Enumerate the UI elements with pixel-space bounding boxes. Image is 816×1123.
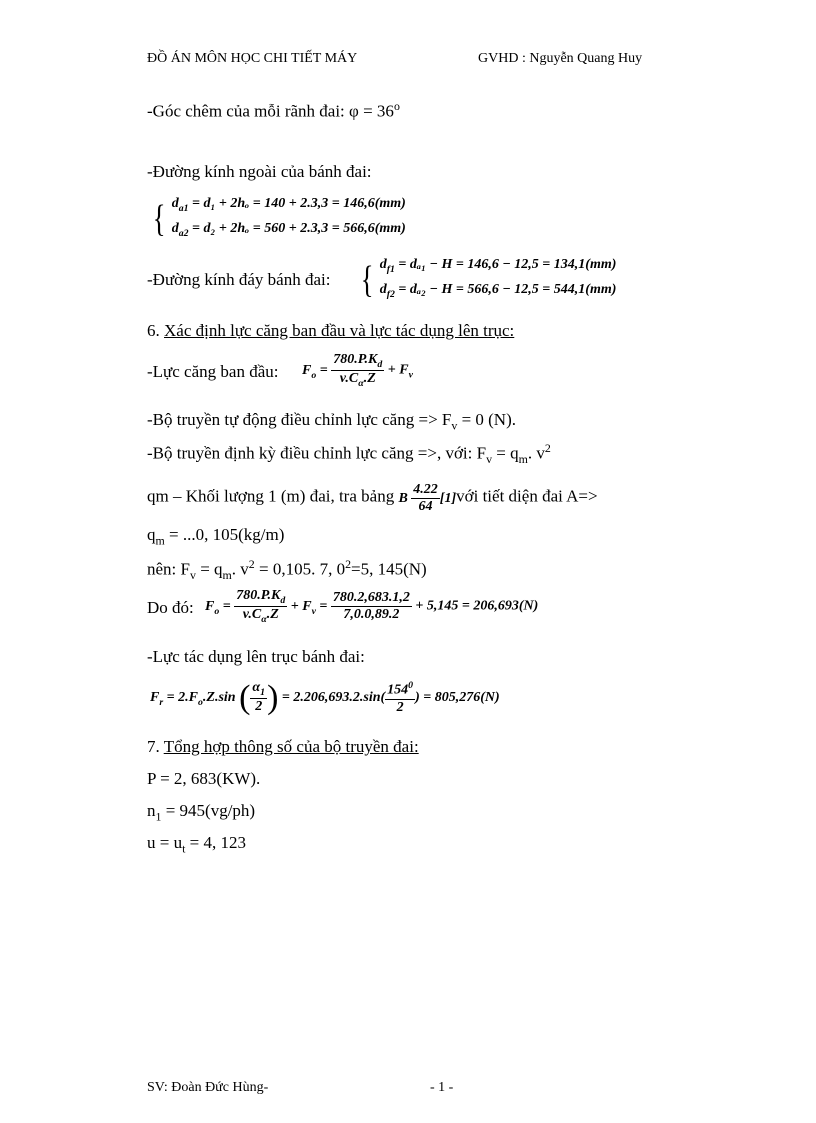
eq-da1: = d₁ + 2hₒ = 140 + 2.3,3 = 146,6(mm) bbox=[192, 196, 406, 211]
line-speed: $n_1 = 945(vg/ph)$ bbox=[147, 801, 256, 824]
line-duong-kinh-ngoai: -Đường kính ngoài của bánh đai: bbox=[147, 162, 372, 181]
equation-df-system: { $d_{f1} = d_{a1} - H = 146,6 - 12,5 = 134,1(mm)$ $d_{f2} = d_{a2} - H = 566,6 - 12,5 = 544,1(mm)$ bbox=[360, 257, 617, 301]
eq-df1: = dₐ₁ − H = 146,6 − 12,5 = 134,1(mm) bbox=[398, 257, 617, 272]
eq-df2: = dₐ₂ − H = 566,6 − 12,5 = 544,1(mm) bbox=[398, 281, 617, 297]
header-instructor: GVHD : Nguyễn Quang Huy bbox=[478, 51, 643, 66]
table-reference: B $\frac{4.22}{64}$ [1] bbox=[398, 482, 457, 514]
line-bo-truyen-tu-dong: -Bộ truyền tự động điều chỉnh lực căng => $F_v = 0$ (N). bbox=[147, 410, 516, 433]
equation-f0: $F_o$ = $\frac{780.P.K_d}{v.C_\alpha.Z}$ + $F_v$ bbox=[302, 352, 413, 389]
line-do-do: Do đó: bbox=[147, 598, 194, 617]
section-6-heading: 6. Xác định lực căng ban đầu và lực tác dụng lên trục: bbox=[147, 321, 515, 340]
header-course-title: ĐỒ ÁN MÔN HỌC CHI TIẾT MÁY bbox=[147, 51, 358, 66]
footer-page-number: - 1 - bbox=[430, 1080, 454, 1095]
line-bo-truyen-dinh-ky: -Bộ truyền định kỳ điều chỉnh lực căng =>, với: $F_v = q_m$. $v^2$ bbox=[147, 441, 551, 467]
line-ratio: $u = u_t = 4$, 123 bbox=[147, 833, 246, 856]
equation-f0-value: $F_o$ = $\frac{780.P.K_d}{v.C_\alpha.Z}$ + $F_v$ = $\frac{780.2,683.1,2}{7,0.0,89.2}$ + 5,145 = 206,693(N) bbox=[205, 588, 539, 625]
section-7-heading: 7. Tổng hợp thông số của bộ truyền đai: bbox=[147, 737, 419, 756]
line-qm-definition: qm – Khối lượng 1 (m) đai, tra bảng B $\frac{4.22}{64}$ [1]với tiết diện đai A=> bbox=[147, 482, 598, 514]
line-fv-calc: nên: $F_v = q_m$. $v^2 = 0,105$. 7, $0^2=5$, 145(N) bbox=[147, 557, 427, 583]
eq-da2: = d₂ + 2hₒ = 560 + 2.3,3 = 566,6(mm) bbox=[192, 220, 406, 236]
line-luc-tac-dung: -Lực tác dụng lên trục bánh đai: bbox=[147, 647, 365, 666]
equation-fr: $F_r = 2.F_o.Z.\sin$ ( $\frac{\alpha_1}{2}$ ) = 2.206,693.2.sin( $\frac{154^0}{2}$ ) = 805,276(N) bbox=[150, 678, 500, 716]
line-power: P = 2, 683(KW). bbox=[147, 769, 261, 788]
equation-da-system: { $d_{a1} = d_1 + 2h_o = 140 + 2.3,3 = 146,6(mm)$ $d_{a2} = d_2 + 2h_o = 560 + 2.3,3 = 566,6(mm)$ bbox=[152, 196, 406, 240]
line-duong-kinh-day: -Đường kính đáy bánh đai: bbox=[147, 270, 331, 289]
line-qm-value: $q_m = ...0$, 105(kg/m) bbox=[147, 525, 285, 548]
line-luc-cang: -Lực căng ban đầu: bbox=[147, 362, 279, 381]
line-goc-chem: -Góc chêm của mỗi rãnh đai: $\varphi = 36^o$ bbox=[147, 99, 400, 121]
footer-student: SV: Đoàn Đức Hùng- bbox=[147, 1080, 269, 1095]
